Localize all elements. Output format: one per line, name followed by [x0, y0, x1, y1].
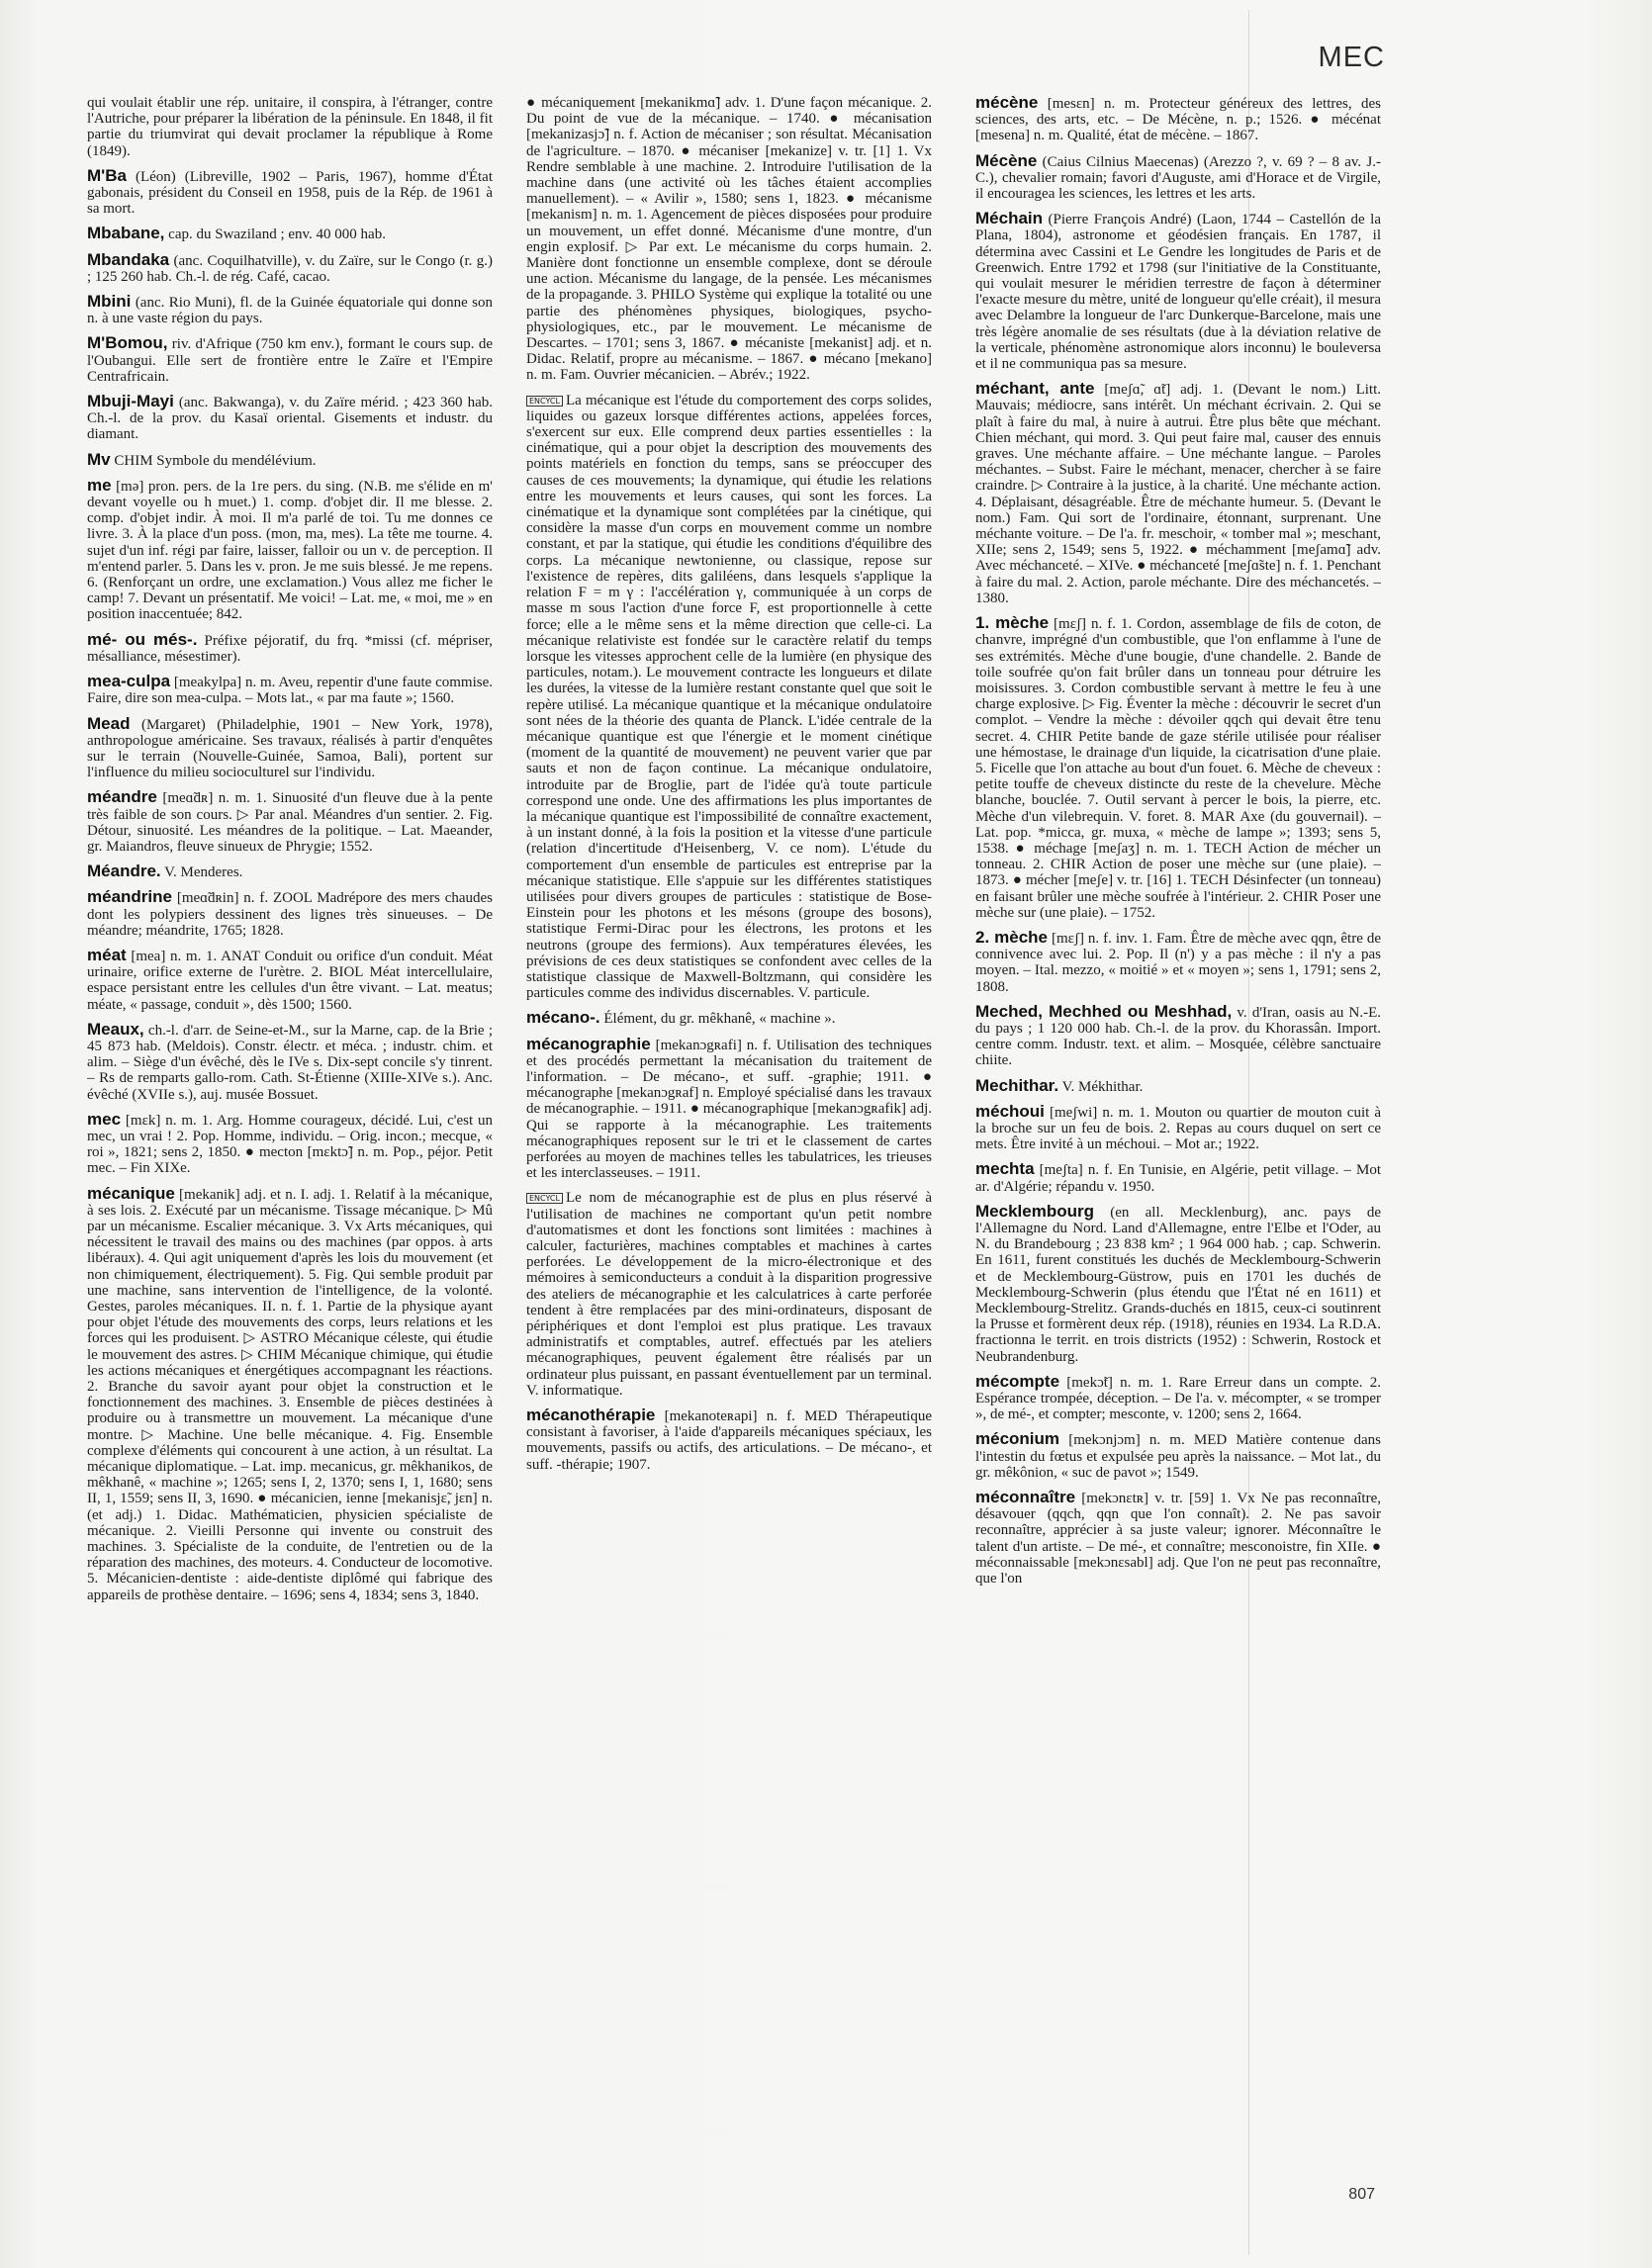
entry-headword: mécano-. [526, 1008, 600, 1028]
entry-headword: Mead [87, 713, 131, 733]
entry-definition: (anc. Rio Muni), fl. de la Guinée équatoriale qui donne son n. à une vaste région du pays. [87, 295, 493, 327]
entry-headword: Mbini [87, 292, 132, 312]
dictionary-entry [526, 1034, 932, 1182]
entry-headword: méchoui [975, 1101, 1045, 1121]
dictionary-entry [87, 945, 493, 1013]
entry-headword: mea-culpa [87, 672, 171, 691]
entry-definition: (anc. Coquilhatville), v. du Zaïre, sur le Congo (r. g.) ; 125 260 hab. Ch.-l. de rég. Café, cacao. [87, 252, 493, 285]
entry-definition: (Pierre François André) (Laon, 1744 – Castellón de la Plana, 1804), astronome et géodésien français. En 1787, il détermina avec Cassini et Le Gendre les longitudes de Paris et de Greenwich. Entre 1792 et 1798 (sur l'initiative de la Constituante, qui voulait mesurer le méridien terrestre de façon à déterminer l'exacte mesure du mètre, unité de longueur qu'elle créait), il mesura avec Delambre la longueur de l'arc Dunkerque-Barcelone, mais une très légère anomalie de ses résultats (due à la déviation relative de la verticale, phénomène astronomique alors inconnu) le bouleversa et il ne communiqua pas sa mesure. [975, 212, 1381, 373]
entry-headword: méchant, ante [975, 379, 1095, 399]
dictionary-entry [87, 249, 493, 285]
entry-definition: [meakylpa] n. m. Aveu, repentir d'une faute commise. Faire, dire son mea-culpa. – Mots lat., « par ma faute »; 1560. [87, 675, 493, 707]
entry-headword: mécanographie [526, 1034, 651, 1053]
dictionary-entry [87, 165, 493, 218]
dictionary-entry [526, 1190, 932, 1399]
entry-definition: [mekɔ̃t] n. m. 1. Rare Erreur dans un compte. 2. Espérance trompée, déception. – De l'a. v. mécompter, « se tromper », de mé-, et compter; mesconte, v. 1200; sens 2, 1664. [975, 1374, 1381, 1423]
dictionary-entry [87, 475, 493, 623]
dictionary-entry [87, 226, 493, 242]
entry-definition: (anc. Bakwanga), v. du Zaïre mérid. ; 423 360 hab. Ch.-l. de la prov. du Kasaï oriental. Gisements et industr. du diamant. [87, 395, 493, 443]
entry-definition: V. Menderes. [164, 864, 243, 881]
entry-headword: 2. mèche [975, 927, 1048, 947]
running-head: MEC [1318, 42, 1385, 73]
entry-headword: mechta [975, 1159, 1035, 1179]
dictionary-entry [87, 789, 493, 855]
dictionary-entry [526, 1010, 932, 1027]
entry-definition: [mɛk] n. m. 1. Arg. Homme courageux, décidé. Lui, c'est un mec, un vrai ! 2. Pop. Homme, individu. – Orig. incon.; mecque, « roi », 1821; sens 2, 1850. ● mecton [mɛktɔ̃] n. m. Pop., péjor. Petit mec. – Fin XIXe. [87, 1112, 493, 1177]
dictionary-entry [975, 1490, 1381, 1587]
entry-headword: mécène [975, 95, 1039, 112]
entry-definition: qui voulait établir une rép. unitaire, il conspira, à l'étranger, contre l'Autriche, pour préparer la libération de la péninsule. En 1848, il fit partie du triumvirat qui devait proclamer la république à Rome (1849). [87, 95, 493, 159]
entry-definition: Le nom de mécanographie est de plus en plus réservé à l'utilisation de machines ne comportant qu'un petit nombre d'automatismes et dont les fonctions sont limitées : machines à calculer, facturières, machines comptables et machines à cartes perforées. Le développement de la micro-électronique et des mémoires à semiconducteurs a conduit à la disparition progressive des ateliers de mécanographie et les calculatrices à carte perforée tendent à être remplacées par des mini-ordinateurs, disposant de périphériques et dont l'emploi est plus pratique. Les travaux administratifs et comptables, autref. effectués par les ateliers mécanographiques, peuvent également être réalisés par un ordinateur plus puissant, en passant éventuellement par un terminal. V. informatique. [526, 1190, 932, 1399]
entry-headword: me [87, 475, 112, 495]
entry-definition: [meɑ̃dʀ] n. m. 1. Sinuosité d'un fleuve due à la pente très faible de son cours. ▷ Par anal. Méandres d'un sentier. 2. Fig. Détour, sinuosité. Les méandres de la politique. – Lat. Maeander, gr. Maiandros, fleuve sinueux de Phrygie; 1552. [87, 790, 493, 855]
entry-headword: Meched, Mechhed ou Meshhad, [975, 1001, 1233, 1021]
entry-definition: Élément, du gr. mêkhanê, « machine ». [603, 1011, 836, 1028]
entry-headword: méconnaître [975, 1488, 1076, 1507]
dictionary-entry [975, 381, 1381, 606]
dictionary-entry [87, 1109, 493, 1177]
dictionary-entry [87, 294, 493, 326]
entry-headword: 1. mèche [975, 613, 1050, 633]
entry-definition: Préfixe péjoratif, du frq. *missi (cf. mépriser, mésalliance, mésestimer). [87, 632, 493, 665]
dictionary-entry [87, 629, 493, 665]
dictionary-entry [975, 1101, 1381, 1153]
entry-headword: Mbuji-Mayi [87, 392, 174, 411]
entry-headword: mécompte [975, 1371, 1060, 1391]
dictionary-entry [526, 95, 932, 384]
dictionary-entry [975, 150, 1381, 203]
entry-headword: méandrine [87, 887, 172, 907]
entry-headword: Meaux, [87, 1019, 144, 1039]
dictionary-entry [975, 1001, 1381, 1069]
entry-headword: Mbandaka [87, 249, 170, 269]
entry-headword: mec [87, 1109, 122, 1129]
entry-headword: méat [87, 945, 127, 964]
entry-definition: (en all. Mecklenburg), anc. pays de l'Allemagne du Nord. Land d'Allemagne, entre l'Elbe et l'Oder, au N. du Brandebourg ; 23 838 km² ; 1 964 000 hab. ; cap. Schwerin. En 1611, furent constitués les duchés de Mecklembourg-Schwerin et de Mecklembourg-Güstrow, puis en 1701 les duchés de Mecklembourg-Schwerin (plus étendu que l'État né en 1611) et Mecklembourg-Strelitz. Grands-duchés en 1815, ceux-ci soutinrent la Prusse et formèrent deux rép. (1918), réunies en 1934. La R.D.A. fractionna le territ. en trois districts (1952) : Schwerin, Rostock et Neubrandenburg. [975, 1204, 1381, 1365]
entry-definition: [meɑ̃dʀin] n. f. ZOOL Madrépore des mers chaudes dont les polypiers dessinent des lignes très sinueuses. – De méandre; méandrite, 1765; 1828. [87, 890, 493, 939]
entry-definition: [mekɔnɛtʀ] v. tr. [59] 1. Vx Ne pas reconnaître, désavouer (qqch, qqn que l'on connaît). 2. Ne pas savoir reconnaître, apprécier à sa juste valeur; ignorer. Méconnaître le talent d'un artiste. – De mé-, et connaître; mesconoistre, fin XIIe. ● méconnaissable [mekɔnɛsabl] adj. Que l'on ne peut pas reconnaître, que l'on [975, 1491, 1381, 1588]
dictionary-entry [975, 1431, 1381, 1481]
dictionary-entry [975, 1201, 1381, 1365]
dictionary-entry [526, 393, 932, 1002]
entry-headword: Mbabane, [87, 224, 165, 243]
dictionary-entry [87, 863, 493, 880]
entry-headword: M'Bomou, [87, 333, 168, 353]
dictionary-entry [87, 95, 493, 159]
entry-definition: [mɛʃ] n. f. inv. 1. Fam. Être de mèche avec qqn, être de connivence avec lui. 2. Pop. Il (n') y a pas mèche : il n'y a pas moyen. – Ital. mezzo, « moitié » et « moyen »; sens 1, 1791; sens 2, 1808. [975, 930, 1381, 995]
entry-definition: (Léon) (Libreville, 1902 – Paris, 1967), homme d'État gabonais, président du Conseil en 1958, puis de la Rép. de 1961 à sa mort. [87, 168, 493, 218]
entry-definition: [mekɔnjɔm] n. m. MED Matière contenue dans l'intestin du fœtus et expulsée peu après la naissance. – Mot lat., du gr. mêkônion, « suc de pavot »; 1549. [975, 1432, 1381, 1481]
entry-definition: [mekanɔgʀafi] n. f. Utilisation des techniques et des procédés permettant la mécanisation du traitement de l'information. – De mécano-, et suff. -graphie; 1911. ● mécanographe [mekanɔgʀaf] n. Employé spécialisé dans les travaux de mécanographie. – 1911. ● mécanographique [mekanɔgʀafik] adj. Qui se rapporte à la mécanographie. Les traitements mécanographiques reposent sur le tri et le classement de cartes perforées au moyen de machines telles les tabulatrices, les trieuses et les interclasseuses. – 1911. [526, 1037, 932, 1182]
entry-headword: mé- ou més-. [87, 629, 198, 649]
entry-definition: cap. du Swaziland ; env. 40 000 hab. [168, 227, 386, 243]
dictionary-entry [975, 1371, 1381, 1423]
dictionary-entry [975, 927, 1381, 995]
entry-headword: Méandre. [87, 862, 161, 881]
entry-headword: méandre [87, 787, 157, 807]
entry-definition: [meʃta] n. f. En Tunisie, en Algérie, petit village. – Mot ar. d'Algérie; répandu v. 1950. [975, 1162, 1381, 1195]
entry-definition: [meʃɑ̃, ɑ̃t] adj. 1. (Devant le nom.) Litt. Mauvais; médiocre, sans intérêt. Un méchant écrivain. 2. Qui se plaît à faire du mal, à nuire à autrui. Être plus bête que méchant. Chien méchant, qui mord. 3. Qui peut faire mal, causer des ennuis graves. Une méchante affaire. – Une méchante langue. – Paroles méchantes. – Subst. Faire le méchant, menacer, chercher à se faire craindre. ▷ Contraire à la justice, à la charité. Une méchante action. 4. Déplaisant, désagréable. Être de méchante humeur. 5. (Devant le nom.) Fam. Qui sort de l'ordinaire, étonnant, surprenant. Une méchante voiture. – De l'a. fr. meschoir, « tomber mal »; meschant, XIIe; sens 2, 1549; sens 5, 1922. ● méchamment [meʃamɑ̃] adv. Avec méchanceté. – XIVe. ● méchanceté [meʃɑ̃ste] n. f. 1. Penchant à faire du mal. 2. Action, parole méchante. Dire des méchancetés. – 1380. [975, 382, 1381, 606]
dictionary-entry [87, 1019, 493, 1103]
entry-definition: La mécanique est l'étude du comportement des corps solides, liquides ou gazeux lorsque différentes actions, appelées forces, s'exercent sur eux. Elle comprend deux parties essentielles : la cinématique, qui a pour objet la description des mouvements des points matériels en fonction du temps, sans se préoccuper des causes de ces mouvements; la dynamique, qui étudie les relations entre les mouvements et leurs causes, qui sont les forces. La cinématique et la dynamique sont complétées par la cinétique, qui considère la masse d'un corps en mouvement comme un nombre constant, et par la statique, qui étudie les conditions d'équilibre des corps. La mécanique newtonienne, ou classique, repose sur l'existence de repères, dits galiléens, dans lesquels s'applique la relation F = m γ : l'accélération γ, communiquée à un corps de masse m sous l'action d'une force F, est proportionnelle à cette force; elle a le même sens et la même direction que celle-ci. La mécanique relativiste est fondée sur le caractère relatif du temps lorsque les vitesses approchent celle de la lumière (en physique des particules, notam.). Le mouvement contracte les longueurs et dilate les durées, la vitesse de la lumière restant constante quel que soit le repère utilisé. La mécanique quantique et la mécanique ondulatoire sont nées de la théorie des quanta de Planck. L'idée centrale de la mécanique quantique est que l'énergie et le moment cinétique (moment de la quantité de mouvement) ne peuvent varier que par sauts et non de façon continue. La mécanique ondulatoire, introduite par de Broglie, part de l'idée qu'à toute particule correspond une onde. Une des affirmations les plus importantes de la mécanique quantique est l'impossibilité de connaître exactement, à un instant donné, à la fois la position et la vitesse d'une particule (relation d'incertitude d'Heisenberg, V. ce nom). L'étude du comportement d'un ensemble de particules est entreprise par la mécanique statistique. Elle s'appuie sur les différentes statistiques utilisées pour divers groupes de particules : statistique de Bose-Einstein pour les photons et les mésons (groupe des bosons), statistique Fermi-Dirac pour les électrons, les protons et les neutrons (groupe des fermions). Aux températures élevées, les prévisions de ces deux statistiques se confondent avec celles de la statistique classique de Maxwell-Boltzmann, qui considère les particules comme des individus discernables. V. particule. [526, 392, 932, 1002]
entry-headword: mécanique [87, 1183, 175, 1203]
dictionary-entry [526, 1407, 932, 1473]
entry-definition: [mea] n. m. 1. ANAT Conduit ou orifice d'un conduit. Méat urinaire, orifice externe de l'urètre. 2. BIOL Méat intercellulaire, espace persistant entre les cellules d'un être vivant. – Lat. meatus; méate, « passage, conduit », dès 1500; 1560. [87, 948, 493, 1013]
column-1 [87, 95, 493, 2182]
entry-definition: [mekanik] adj. et n. I. adj. 1. Relatif à la mécanique, à ses lois. 2. Exécuté par un mécanisme. Tissage mécanique. ▷ Mû par un mécanisme. Escalier mécanique. 3. Vx Arts mécaniques, qui nécessitent le travail des mains ou des machines (par oppos. à arts libéraux). 4. Qui agit uniquement d'après les lois du mouvement (et non chimiquement, électriquement). 5. Fig. Qui semble produit par une machine, sans intervention de l'intelligence, de la volonté. Gestes, paroles mécaniques. II. n. f. 1. Partie de la physique ayant pour objet l'étude des mouvements des corps, leurs relations et les forces qui les produisent. ▷ ASTRO Mécanique céleste, qui étudie le mouvement des astres. ▷ CHIM Mécanique chimique, qui étudie les actions mécaniques et énergétiques accompagnant les réactions. 2. Branche du savoir ayant pour objet la construction et le fonctionnement des machines. 3. Ensemble de pièces destinées à produire ou à transmettre un mouvement. La mécanique d'une montre. ▷ Machine. Une belle mécanique. 4. Fig. Ensemble complexe d'éléments qui concourent à une action, à un résultat. La mécanique diplomatique. – Lat. imp. mecanicus, gr. mêkhanikos, de mêkhanê, « machine »; 1265; sens I, 2, 1370; sens I, 1, 1680; sens II, 1, 1559; sens II, 3, 1690. ● mécanicien, ienne [mekanisjɛ̃, jɛn] n. (et adj.) 1. Didac. Mathématicien, physicien spécialiste de mécanique. 2. Vieilli Personne qui invente ou construit des machines. 3. Spécialiste de la conduite, de l'entretien ou de la réparation des machines, des moteurs. 4. Conducteur de locomotive. 5. Mécanicien-dentiste : aide-dentiste diplômé qui fabrique des appareils de prothèse dentaire. – 1696; sens 4, 1834; sens 3, 1840. [87, 1186, 493, 1603]
entry-definition: riv. d'Afrique (750 km env.), formant le cours sup. de l'Oubangui. Elle sert de frontière entre le Zaïre et l'Empire Centrafricain. [87, 336, 493, 385]
entry-headword: mécanothérapie [526, 1406, 656, 1425]
dictionary-entry [975, 1161, 1381, 1194]
entry-headword: Mecklembourg [975, 1201, 1094, 1221]
dictionary-entry [87, 1183, 493, 1603]
entry-definition: [mə] pron. pers. de la 1re pers. du sing. (N.B. me s'élide en m' devant voyelle ou h muet.) 1. comp. d'objet dir. Il me blesse. 2. comp. d'objet indir. À moi. Il m'a parlé de toi. Tu me donnes ce livre. 3. À la place d'un poss. (mon, ma, mes). La tête me tourne. 4. sujet d'un inf. régi par faire, laisser, falloir ou un v. de perception. Il m'entend parler. 5. Dans les v. pron. Je me suis blessé. Je me repens. 6. (Renforçant un ordre, une exclamation.) Vous allez me ficher le camp! 7. Devant un présentatif. Me voici! – Lat. me, « moi, me » en position inaccentuée; 842. [87, 478, 493, 623]
entry-definition: CHIM Symbole du mendélévium. [114, 452, 317, 469]
dictionary-entry [87, 449, 493, 469]
entry-definition: [mekanoteʀapi] n. f. MED Thérapeutique consistant à favoriser, à l'aide d'appareils mécaniques spéciaux, les mouvements, passifs ou actifs, des articulations. – De mécano-, et suff. -thérapie; 1907. [526, 1408, 932, 1473]
dictionary-entry [975, 95, 1381, 144]
entry-headword: M'Ba [87, 165, 127, 185]
entry-definition: [meʃwi] n. m. 1. Mouton ou quartier de mouton cuit à la broche sur un feu de bois. 2. Repas au cours duquel on sert ce mets. Être invité à un méchoui. – Mot ar.; 1922. [975, 1104, 1381, 1153]
entry-definition: (Margaret) (Philadelphie, 1901 – New York, 1978), anthropologue américaine. Ses travaux, réalisés à partir d'enquêtes sur le terrain (Nouvelle-Guinée, Samoa, Bali), portent sur l'influence du milieu socioculturel sur l'individu. [87, 716, 493, 781]
entry-headword: Mécène [975, 150, 1038, 170]
entry-definition: (Caius Cilnius Maecenas) (Arezzo ?, v. 69 ? – 8 av. J.-C.), chevalier romain; favori d'Auguste, ami d'Horace et de Virgile, il encouragea les sciences, les lettres et les arts. [975, 153, 1381, 203]
entry-headword: méconium [975, 1429, 1060, 1449]
dictionary-entry [975, 211, 1381, 372]
entry-definition: ● mécaniquement [mekanikmɑ̃] adv. 1. D'une façon mécanique. 2. Du point de vue de la mécanique. – 1740. ● mécanisation [mekanizasjɔ̃] n. f. Action de mécaniser ; son résultat. Mécanisation de l'agriculture. – 1870. ● mécaniser [mekanize] v. tr. [1] 1. Vx Rendre semblable à une machine. 2. Introduire l'utilisation de la machine dans (une activité où les tâches étaient accomplies manuellement). – « Avilir », 1580; sens 1, 1823. ● mécanisme [mekanism] n. m. 1. Agencement de pièces disposées pour produire un mouvement, un effet donné. Mécanisme d'une montre, d'un engin explosif. ▷ Par ext. Le mécanisme du corps humain. 2. Manière dont fonctionne un ensemble complexe, dont se déroule une action. Mécanisme du langage, de la pensée. Les mécanismes de la propagande. 3. PHILO Système qui explique la totalité ou une partie des phénomènes physiques, biologiques, psycho-physiologiques, etc., par le mouvement. Le mécanisme de Descartes. – 1701; sens 3, 1867. ● mécaniste [mekanist] adj. et n. Didac. Relatif, propre au mécanisme. – 1867. ● mécano [mekano] n. m. Fam. Ouvrier mécanicien. – Abrév.; 1922. [526, 95, 932, 384]
entry-headword: Mv [87, 449, 111, 469]
dictionary-entry [87, 335, 493, 385]
entry-definition: [mɛʃ] n. f. 1. Cordon, assemblage de fils de coton, de chanvre, imprégné d'un combustible, que l'on enflamme à l'une de ses extrémités. Mèche d'une bougie, d'une chandelle. 2. Bande de toile soufrée qu'on fait brûler dans un tonneau pour détruire les moisissures. 3. Cordon combustible servant à mettre le feu à une charge explosive. ▷ Fig. Éventer la mèche : découvrir le secret d'un complot. – Vendre la mèche : dévoiler qqch qui devait être tenu secret. 4. CHIR Petite bande de gaze stérile utilisée pour réaliser une hémostase, le drainage d'un liquide, la cicatrisation d'une plaie. 5. Ficelle que l'on attache au bout d'un fouet. 6. Mèche de cheveux : petite touffe de cheveux distincte du reste de la chevelure. Mèche blanche, bouclée. 7. Outil servant à percer le bois, la pierre, etc. Mèche d'un vilebrequin. V. foret. 8. MAR Axe (du gouvernail). – Lat. pop. *micca, gr. muxa, « mèche de lampe »; 1393; sens 5, 1538. ● méchage [meʃaʒ] n. m. 1. TECH Action de mécher un tonneau. 2. CHIR Action de poser une mèche sur (une plaie). – 1873. ● mécher [meʃe] v. tr. [16] 1. TECH Désinfecter (un tonneau) en faisant brûler une mèche soufrée à l'intérieur. 2. CHIR Poser une mèche sur (une plaie). – 1752. [975, 616, 1381, 921]
dictionary-entry [975, 1075, 1381, 1095]
dictionary-entry [87, 889, 493, 939]
entry-headword: Méchain [975, 209, 1044, 228]
column-2 [526, 95, 932, 2182]
dictionary-entry [87, 674, 493, 706]
encyclopedic-note-tag: ENCYCL [526, 396, 563, 407]
entry-definition: v. d'Iran, oasis au N.-E. du pays ; 1 120 000 hab. Ch.-l. de la prov. du Khorassân. Import. centre comm. Industr. text. et alim. – Mosquée, célèbre sanctuaire chiite. [975, 1004, 1381, 1069]
dictionary-entry [975, 615, 1381, 921]
dictionary-entry [87, 394, 493, 443]
dictionary-entry [87, 713, 493, 781]
entry-definition: [mesɛn] n. m. Protecteur généreux des lettres, des sciences, des arts, etc. – De Mécène, n. p.; 1526. ● mécénat [mesena] n. m. Qualité, état de mécène. – 1867. [975, 96, 1381, 144]
entry-definition: V. Mékhithar. [1061, 1078, 1144, 1095]
encyclopedic-note-tag: ENCYCL [526, 1193, 563, 1204]
entry-headword: Mechithar. [975, 1075, 1059, 1095]
page-number: 807 [1348, 2186, 1375, 2203]
column-3 [975, 95, 1381, 2182]
entry-definition: ch.-l. d'arr. de Seine-et-M., sur la Marne, cap. de la Brie ; 45 873 hab. (Meldois). Constr. électr. et méca. ; industr. chim. et alim. – Siège d'un évêché, dès le IVe s. Dix-sept concile s'y tinrent. – Rs de remparts gallo-rom. Cath. St-Étienne (XIIIe-XIVe s.). Anc. évêché (XVIIe s.), auj. musée Bossuet. [87, 1022, 493, 1103]
